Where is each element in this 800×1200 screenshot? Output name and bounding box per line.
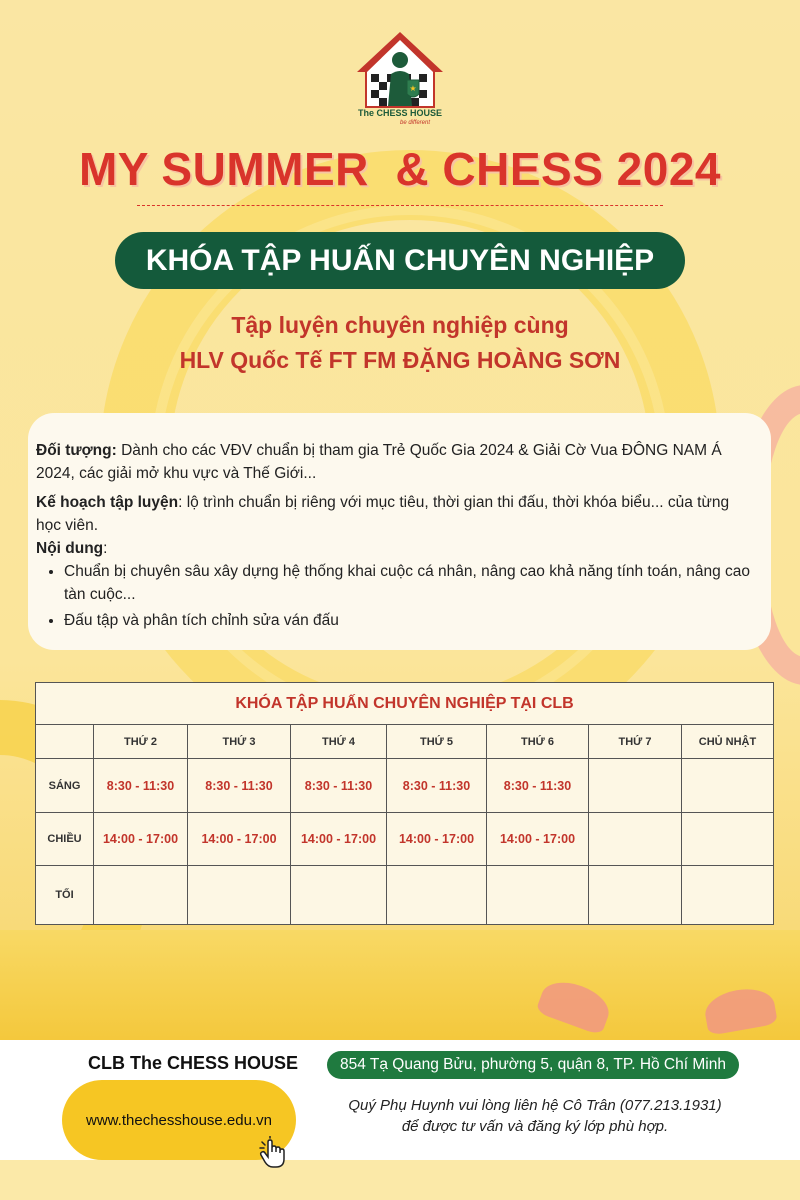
pointer-hand-icon (256, 1136, 290, 1170)
time-cell (387, 866, 487, 925)
page-title: MY SUMMER & CHESS 2024 (78, 143, 722, 195)
day-header: THỨ 2 (94, 725, 188, 759)
time-cell: 8:30 - 11:30 (387, 759, 487, 813)
time-cell: 8:30 - 11:30 (94, 759, 188, 813)
time-cell (589, 759, 682, 813)
content-label: Nội dung (36, 540, 104, 557)
target-label: Đối tượng: (36, 442, 117, 459)
address-badge: 854 Tạ Quang Bửu, phường 5, quận 8, TP. Hồ Chí Minh (327, 1051, 739, 1079)
content-heading (36, 537, 757, 560)
time-cell (291, 866, 387, 925)
day-header: THỨ 3 (188, 725, 291, 759)
info-card (28, 413, 771, 650)
time-cell: 14:00 - 17:00 (487, 813, 589, 866)
day-header: THỨ 5 (387, 725, 487, 759)
subtitle-line-2: HLV Quốc Tế FT FM ĐẶNG HOÀNG SƠN (179, 347, 621, 373)
logo-text: The CHESS HOUSE (357, 108, 442, 118)
time-cell (682, 759, 774, 813)
time-cell (682, 866, 774, 925)
time-cell (487, 866, 589, 925)
bottom-strip (0, 1160, 800, 1200)
contact-line-2: để được tư vấn và đăng ký lớp phù hợp. (401, 1118, 669, 1135)
club-name: CLB The CHESS HOUSE (88, 1053, 299, 1073)
time-cell (188, 866, 291, 925)
time-cell: 14:00 - 17:00 (291, 813, 387, 866)
contact-line-1: Quý Phụ Huynh vui lòng liên hệ Cô Trân (077.213.1931) (348, 1097, 722, 1114)
content-list (36, 560, 757, 632)
day-header: CHỦ NHẬT (682, 725, 774, 759)
plan-label: Kế hoạch tập luyện (36, 494, 179, 511)
target-text: Dành cho các VĐV chuẩn bị tham gia Trẻ Quốc Gia 2024 & Giải Cờ Vua ĐÔNG NAM Á 2024, các giải mở khu vực và Thế Giới... (36, 442, 722, 482)
session-label: SÁNG (36, 759, 94, 813)
time-cell: 14:00 - 17:00 (94, 813, 188, 866)
svg-text:★: ★ (409, 84, 417, 93)
time-cell (94, 866, 188, 925)
floor-decoration (0, 930, 800, 1040)
empty-corner-cell (36, 725, 94, 759)
schedule-title: KHÓA TẬP HUẤN CHUYÊN NGHIỆP TẠI CLB (36, 683, 774, 725)
course-pill: KHÓA TẬP HUẤN CHUYÊN NGHIỆP (115, 232, 685, 289)
list-item: • Đấu tập và phân tích chỉnh sửa ván đấu (64, 609, 757, 632)
time-cell: 8:30 - 11:30 (291, 759, 387, 813)
list-item: • Chuẩn bị chuyên sâu xây dựng hệ thống khai cuộc cá nhân, nâng cao khả năng tính toán, nâng cao tàn cuộc... (64, 560, 757, 606)
session-label: CHIỀU (36, 813, 94, 866)
plan-text: : lộ trình chuẩn bị riêng với mục tiêu, thời gian thi đấu, thời khóa biểu... của từng học viên. (36, 494, 730, 534)
subtitle-line-1: Tập luyện chuyên nghiệp cùng (231, 312, 569, 338)
day-header: THỨ 4 (291, 725, 387, 759)
day-header: THỨ 6 (487, 725, 589, 759)
time-cell: 14:00 - 17:00 (188, 813, 291, 866)
title-divider (137, 205, 663, 206)
time-cell: 8:30 - 11:30 (188, 759, 291, 813)
target-paragraph (36, 439, 757, 485)
website-link[interactable]: www.thechesshouse.edu.vn (62, 1080, 296, 1160)
schedule-table (35, 682, 774, 925)
time-cell (589, 813, 682, 866)
session-label: TỐI (36, 866, 94, 925)
time-cell (589, 866, 682, 925)
plan-paragraph (36, 491, 757, 537)
content-colon: : (103, 540, 108, 557)
logo-tagline: be different (400, 120, 431, 126)
day-header: THỨ 7 (589, 725, 682, 759)
contact-info (320, 1095, 750, 1137)
time-cell (682, 813, 774, 866)
time-cell: 8:30 - 11:30 (487, 759, 589, 813)
time-cell: 14:00 - 17:00 (387, 813, 487, 866)
